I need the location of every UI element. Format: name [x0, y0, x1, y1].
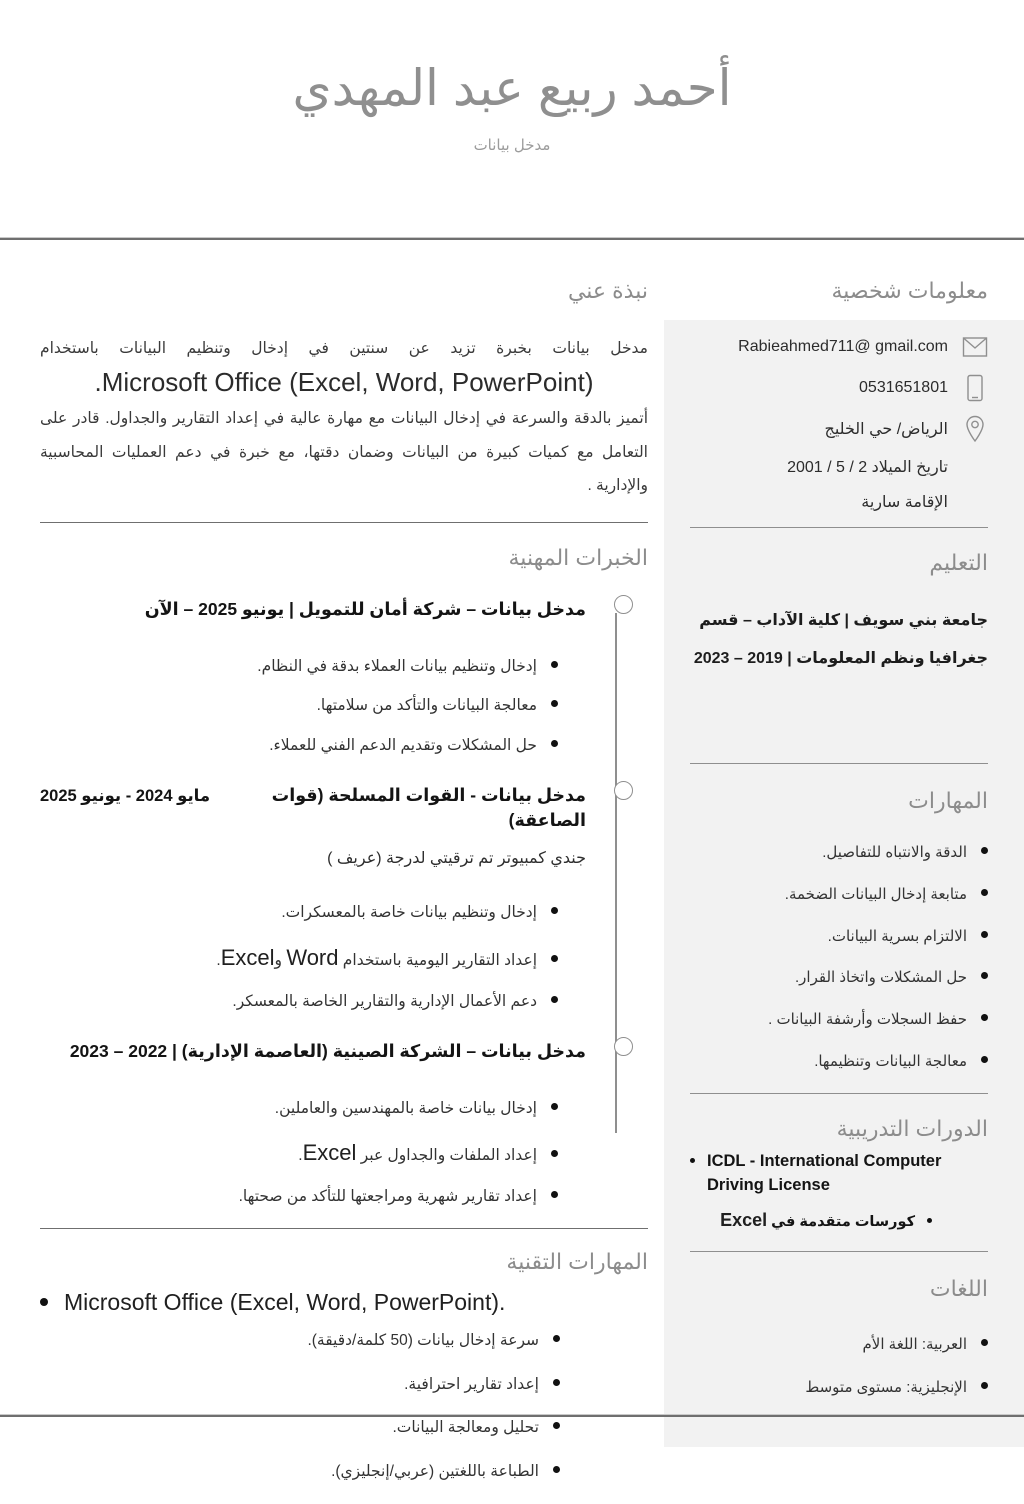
about-heading: نبذة عني: [567, 278, 648, 303]
bullet-icon: [981, 931, 988, 938]
job-bullet-list: [40, 1098, 586, 1209]
bullet-icon: [981, 847, 988, 854]
bullet-icon: [981, 889, 988, 896]
technical-skills-section: [40, 1249, 648, 1483]
bullet-group: [40, 902, 558, 924]
location-value: الرياض/ حي الخليج: [824, 421, 948, 438]
timeline-node-icon: [614, 1037, 633, 1056]
list-item: [40, 902, 558, 924]
timeline-node-icon: [614, 781, 633, 800]
list-item-text: حل المشكلات وتقديم الدعم الفني للعملاء.: [269, 736, 537, 754]
job-bullet-list: [40, 656, 586, 757]
job-entry: [40, 783, 648, 1013]
education-heading: التعليم: [929, 550, 988, 575]
section-divider: [40, 1228, 648, 1229]
bottom-divider: [0, 1414, 1024, 1417]
job-title-subtitle: مدخل بيانات: [473, 137, 551, 154]
bullet-group: [40, 1186, 558, 1208]
job-title: مدخل بيانات – شركة أمان للتمويل | يونيو 2025 – الآن: [144, 599, 586, 620]
list-item: [690, 1334, 988, 1356]
bullet-icon: [690, 1158, 695, 1163]
bullet-icon: [551, 1103, 558, 1110]
job-subtitle: جندي كمبيوتر تم ترقيتي لدرجة (عريف ): [327, 850, 586, 868]
phone-icon: [962, 375, 988, 401]
experience-section: [40, 545, 648, 1208]
list-item: [40, 942, 558, 974]
list-item: [40, 735, 558, 757]
list-item: [40, 991, 558, 1013]
list-item-text: إدخال وتنظيم بيانات العملاء بدقة في النظام.: [257, 657, 537, 675]
list-item-text: تحليل ومعالجة البيانات.: [392, 1419, 539, 1437]
list-item: [40, 1186, 558, 1208]
bullet-icon: [553, 1335, 560, 1342]
office-skill-text: Microsoft Office (Excel, Word, PowerPoint).: [64, 1289, 506, 1316]
job-entry: [40, 1039, 648, 1208]
bullet-icon: [551, 700, 558, 707]
job-title: مدخل بيانات - القوات المسلحة (قوات الصاعقة): [271, 785, 586, 830]
bullet-icon: [551, 661, 558, 668]
job-date: مايو 2024 - يونيو 2025: [40, 787, 211, 806]
sidebar-divider: [690, 1093, 988, 1094]
bullet-icon: [553, 1379, 560, 1386]
bullet-icon: [553, 1466, 560, 1473]
bullet-icon: [553, 1422, 560, 1429]
excel-label: Excel: [302, 1140, 357, 1166]
list-item-text: إدخال وتنظيم بيانات خاصة بالمعسكرات.: [281, 904, 537, 922]
list-item-text: سرعة إدخال بيانات (50 كلمة/دقيقة).: [307, 1332, 539, 1350]
list-item: [690, 1051, 988, 1073]
email-row: [690, 334, 988, 360]
residence-row: [690, 492, 988, 512]
excel-label: Excel: [220, 944, 275, 970]
office-skill-item: [40, 1289, 648, 1316]
list-item: [40, 1417, 560, 1439]
list-item: [40, 1098, 558, 1120]
about-office-line: Microsoft Office (Excel, Word, PowerPoint).: [94, 367, 594, 398]
list-item-text: العربية: اللغة الأم: [862, 1335, 967, 1353]
bullet-icon: [981, 972, 988, 979]
location-row: [690, 416, 988, 442]
bullet-icon: [981, 1382, 988, 1389]
list-item-text: معالجة البيانات والتأكد من سلامتها.: [316, 697, 537, 715]
list-item-text: الدقة والانتباه للتفاصيل.: [822, 844, 967, 862]
about-line1: مدخل بيانات بخبرة تزيد عن سنتين في إدخال وتنظيم البيانات باستخدام: [40, 340, 648, 357]
bullet-icon: [551, 907, 558, 914]
list-item: [40, 1461, 560, 1483]
personal-info-heading: معلومات شخصية: [831, 278, 988, 303]
list-item-text: حفظ السجلات وأرشفة البيانات .: [768, 1011, 967, 1029]
job-title: مدخل بيانات – الشركة الصينية (العاصمة الإدارية) | 2022 – 2023: [69, 1041, 586, 1062]
list-item: [40, 1137, 558, 1169]
list-item: [690, 842, 988, 864]
phone-row: [690, 375, 988, 401]
word-label: Word: [286, 944, 339, 970]
timeline-node-icon: [614, 595, 633, 614]
bullet-icon: [927, 1218, 932, 1223]
list-item: [40, 695, 558, 717]
list-item-text: الالتزام بسرية البيانات.: [827, 927, 967, 945]
bullet-icon: [981, 1056, 988, 1063]
residence-value: الإقامة سارية: [861, 494, 948, 511]
sidebar-column: [664, 278, 1024, 1421]
section-divider: [40, 522, 648, 523]
bullet-icon: [551, 740, 558, 747]
top-divider: [0, 237, 1024, 240]
sidebar-divider: [690, 763, 988, 764]
birthdate-value: تاريخ الميلاد 2 / 5 / 2001: [787, 459, 948, 476]
list-item: [690, 1377, 988, 1399]
skills-heading: المهارات: [908, 788, 988, 814]
technical-skills-list: [40, 1330, 648, 1483]
phone-value: 0531651801: [859, 379, 948, 396]
languages-list: [690, 1334, 988, 1400]
bullet-icon: [551, 955, 558, 962]
list-item-text: إدخال بيانات خاصة بالمهندسين والعاملين.: [274, 1099, 537, 1117]
experience-timeline: [40, 597, 648, 1208]
bullet-icon: [551, 1191, 558, 1198]
bullet-group: [40, 1098, 558, 1120]
list-item: [40, 1374, 560, 1396]
list-item-text: إعداد تقارير شهرية ومراجعتها للتأكد من صحتها.: [238, 1187, 537, 1205]
bullet-icon: [551, 996, 558, 1003]
main-column: [40, 278, 648, 1504]
list-item-text: متابعة إدخال البيانات الضخمة.: [784, 885, 967, 903]
resume-header: [0, 58, 1024, 154]
list-item-text: إعداد التقارير اليومية باستخدام Word وExcel.: [216, 944, 537, 970]
list-item: [40, 1330, 560, 1352]
list-item: [690, 926, 988, 948]
email-value: Rabieahmed711@ gmail.com: [738, 338, 948, 355]
bullet-icon: [981, 1339, 988, 1346]
list-item: [690, 1009, 988, 1031]
list-item-text: حل المشكلات واتخاذ القرار.: [795, 969, 967, 987]
education-text: جامعة بني سويف | كلية الآداب – قسم جغرافيا ونظم المعلومات | 2019 – 2023: [693, 612, 988, 667]
location-pin-icon: [962, 416, 988, 442]
list-item-text: الطباعة باللغتين (عربي/إنجليزي).: [331, 1462, 539, 1480]
person-name: أحمد ربيع عبد المهدي: [292, 60, 732, 116]
bullet-icon: [981, 1014, 988, 1021]
job-entry: [40, 597, 648, 757]
icdl-course-text: ICDL - International Computer Driving License: [707, 1151, 942, 1194]
list-item: [690, 884, 988, 906]
technical-skills-heading: المهارات التقنية: [506, 1249, 648, 1275]
list-item-text: إعداد الملفات والجداول عبر Excel.: [298, 1140, 537, 1166]
list-item-text: معالجة البيانات وتنظيمها.: [814, 1052, 967, 1070]
icdl-course-item: [690, 1150, 988, 1198]
bullet-icon: [551, 1150, 558, 1157]
excel-label: Excel: [720, 1209, 768, 1230]
list-item-text: إعداد تقارير احترافية.: [404, 1375, 539, 1393]
sidebar-divider: [690, 527, 988, 528]
job-bullet-list: [40, 902, 586, 1013]
list-item: [40, 656, 558, 678]
sidebar-divider: [690, 1251, 988, 1252]
bullet-group: [40, 991, 558, 1013]
about-paragraph: أتميز بالدقة والسرعة في إدخال البيانات مع مهارة عالية في إعداد التقارير والجداول. قادر على التعامل مع كميات كبيرة من البيانات وضمان دقتها، مع خبرة في دعم العمليات المحاسبية والإدارية .: [40, 410, 648, 495]
courses-heading: الدورات التدريبية: [836, 1115, 988, 1141]
list-item-text: دعم الأعمال الإدارية والتقارير الخاصة بالمعسكر.: [232, 992, 537, 1010]
languages-heading: اللغات: [929, 1275, 988, 1301]
bullet-icon: [40, 1298, 48, 1306]
excel-course-item: [690, 1210, 988, 1231]
excel-course-text: كورسات متقدمة في Excel: [720, 1209, 915, 1230]
contact-list: [690, 334, 988, 512]
email-icon: [962, 334, 988, 360]
birthdate-row: [690, 457, 988, 477]
experience-heading: الخبرات المهنية: [508, 545, 648, 571]
list-item: [690, 967, 988, 989]
skills-list: [690, 842, 988, 1073]
list-item-text: الإنجليزية: مستوى متوسط: [805, 1379, 967, 1397]
